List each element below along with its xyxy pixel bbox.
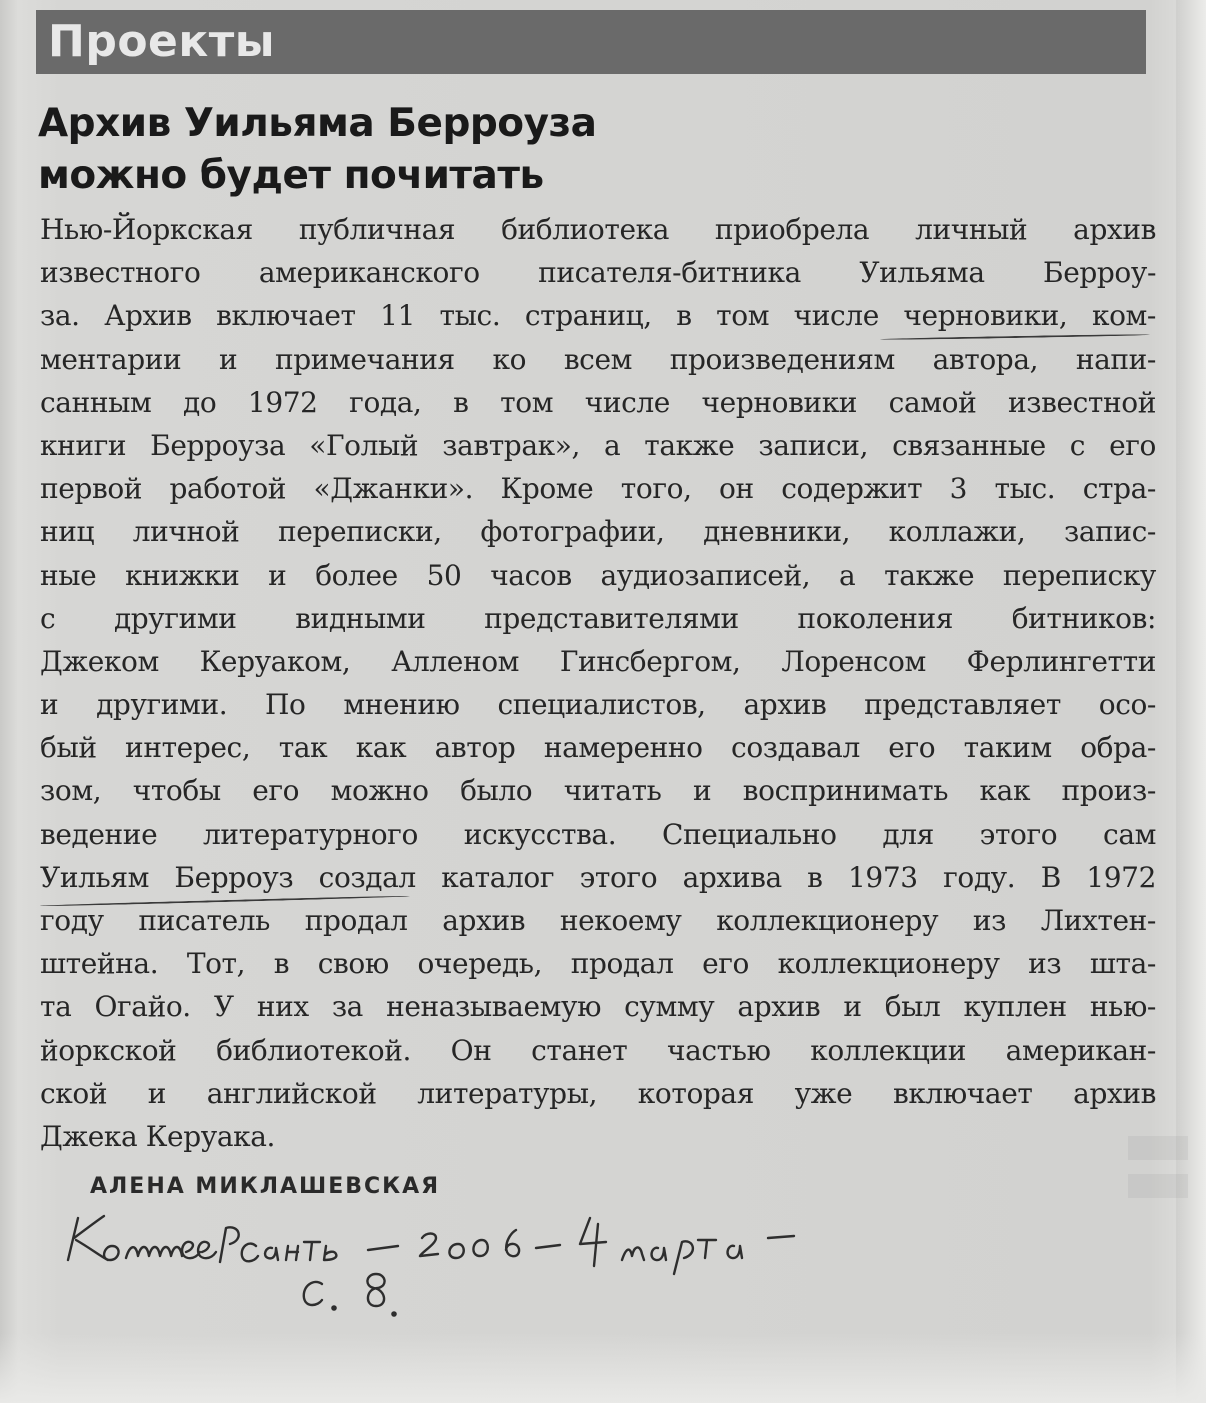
article-body <box>40 208 1156 1158</box>
body-line: та Огайо. У них за неназываемую сумму архив и был куплен нью- <box>40 990 1156 1024</box>
headline-line: можно будет почитать <box>38 153 544 198</box>
handwriting-scribble <box>50 1190 1200 1330</box>
body-line: санным до 1972 года, в том числе черновики самой известной <box>40 385 1156 419</box>
body-line: за. Архив включает 11 тыс. страниц, в том числе черновики, ком- <box>40 299 1156 333</box>
body-line: известного американского писателя-битника Уильяма Берроу- <box>40 256 1156 290</box>
body-line: Нью-Йоркская публичная библиотека приобрела личный архив <box>40 213 1156 246</box>
body-line: году писатель продал архив некоему коллекционеру из Лихтен- <box>40 904 1156 937</box>
headline-line: Архив Уильяма Берроуза <box>38 101 597 146</box>
handwritten-annotation <box>50 1190 1200 1330</box>
body-line: Джеком Керуаком, Алленом Гинсбергом, Лоренсом Ферлингетти <box>40 644 1156 678</box>
article-headline <box>38 98 1138 202</box>
body-line: зом, чтобы его можно было читать и воспринимать как произ- <box>40 774 1156 808</box>
paper-margin <box>0 1333 1206 1403</box>
body-line: бый интерес, так как автор намеренно создавал его таким обра- <box>40 731 1156 765</box>
rubric-label: Проекты <box>48 16 276 67</box>
body-line: первой работой «Джанки». Кроме того, он содержит 3 тыс. стра- <box>40 472 1156 506</box>
body-line: и другими. По мнению специалистов, архив представляет осо- <box>40 688 1156 722</box>
body-line: Джека Керуака. <box>40 1119 276 1153</box>
author-byline: АЛЕНА МИКЛАШЕВСКАЯ <box>90 1174 441 1199</box>
body-line: книги Берроуза «Голый завтрак», а также записи, связанные с его <box>40 428 1156 462</box>
show-through-text <box>1128 1136 1188 1160</box>
body-line: йоркской библиотекой. Он станет частью коллекции американ- <box>40 1033 1156 1067</box>
body-line: ведение литературного искусства. Специально для этого сам <box>40 817 1156 851</box>
body-line: штейна. Тот, в свою очередь, продал его коллекционеру из шта- <box>40 947 1156 981</box>
body-line: ской и английской литературы, которая уже включает архив <box>40 1076 1156 1110</box>
body-line: ниц личной переписки, фотографии, дневники, коллажи, запис- <box>40 515 1156 549</box>
body-line: ментарии и примечания ко всем произведениям автора, напи- <box>40 342 1156 376</box>
body-line: с другими видными представителями поколения битников: <box>40 601 1156 635</box>
body-line: Уильям Берроуз создал каталог этого архива в 1973 году. В 1972 <box>40 860 1156 894</box>
body-line: ные книжки и более 50 часов аудиозаписей, а также переписку <box>40 558 1156 592</box>
